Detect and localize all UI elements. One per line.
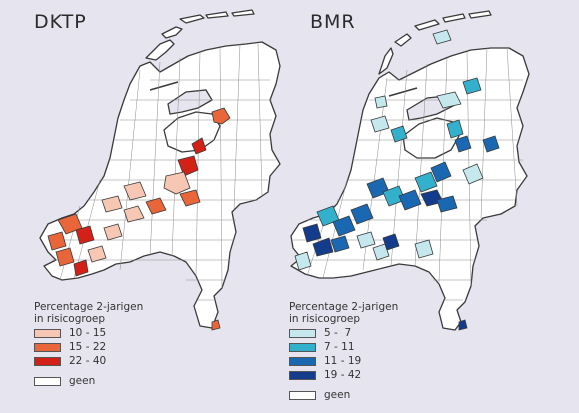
legend-title-line: Percentage 2-jarigen [289,301,399,313]
bmr-map-title: BMR [310,11,356,33]
legend-title-line: Percentage 2-jarigen [34,301,144,313]
legend-title [34,301,164,325]
legend-swatch [34,377,61,386]
dktp-legend [34,301,164,389]
region-bmr [459,320,467,330]
wadden-island [162,27,182,38]
legend-label: 15 - 22 [69,341,107,353]
legend-label: 7 - 11 [324,341,355,353]
wadden-island [180,15,204,23]
legend-label: 10 - 15 [69,327,107,339]
legend-swatch [34,329,61,338]
bmr-panel [289,0,579,413]
legend-label: geen [69,375,96,387]
legend-title-line: in risicogroep [289,313,361,325]
wadden-island [146,40,174,60]
legend-item [289,342,419,355]
legend-item-none [34,376,164,389]
legend-item [289,370,419,383]
legend-swatch [289,329,316,338]
legend-swatch [289,357,316,366]
legend-item [34,356,164,369]
legend-title-line: in risicogroep [34,313,106,325]
legend-item-none [289,390,419,403]
legend-label: 11 - 19 [324,355,362,367]
wadden-island [379,48,393,74]
wadden-island [232,10,254,16]
region-bmr [433,30,451,44]
legend-item [289,328,419,341]
region-dktp [212,320,220,330]
dktp-map-title: DKTP [34,11,87,33]
legend-title [289,301,419,325]
wadden-island [443,14,465,22]
legend-swatch [34,357,61,366]
legend-label: 19 - 42 [324,369,362,381]
region-bmr [375,96,387,108]
bmr-legend [289,301,419,403]
legend-swatch [289,371,316,380]
legend-item [289,356,419,369]
legend-swatch [289,343,316,352]
legend-item [34,328,164,341]
mainland [40,42,280,328]
legend-item [34,342,164,355]
legend-label: geen [324,389,351,401]
wadden-island [395,34,411,46]
legend-label: 5 - 7 [324,327,352,339]
legend-swatch [289,391,316,400]
wadden-island [469,11,491,18]
legend-swatch [34,343,61,352]
wadden-island [415,20,439,30]
legend-label: 22 - 40 [69,355,107,367]
wadden-island [206,12,228,18]
